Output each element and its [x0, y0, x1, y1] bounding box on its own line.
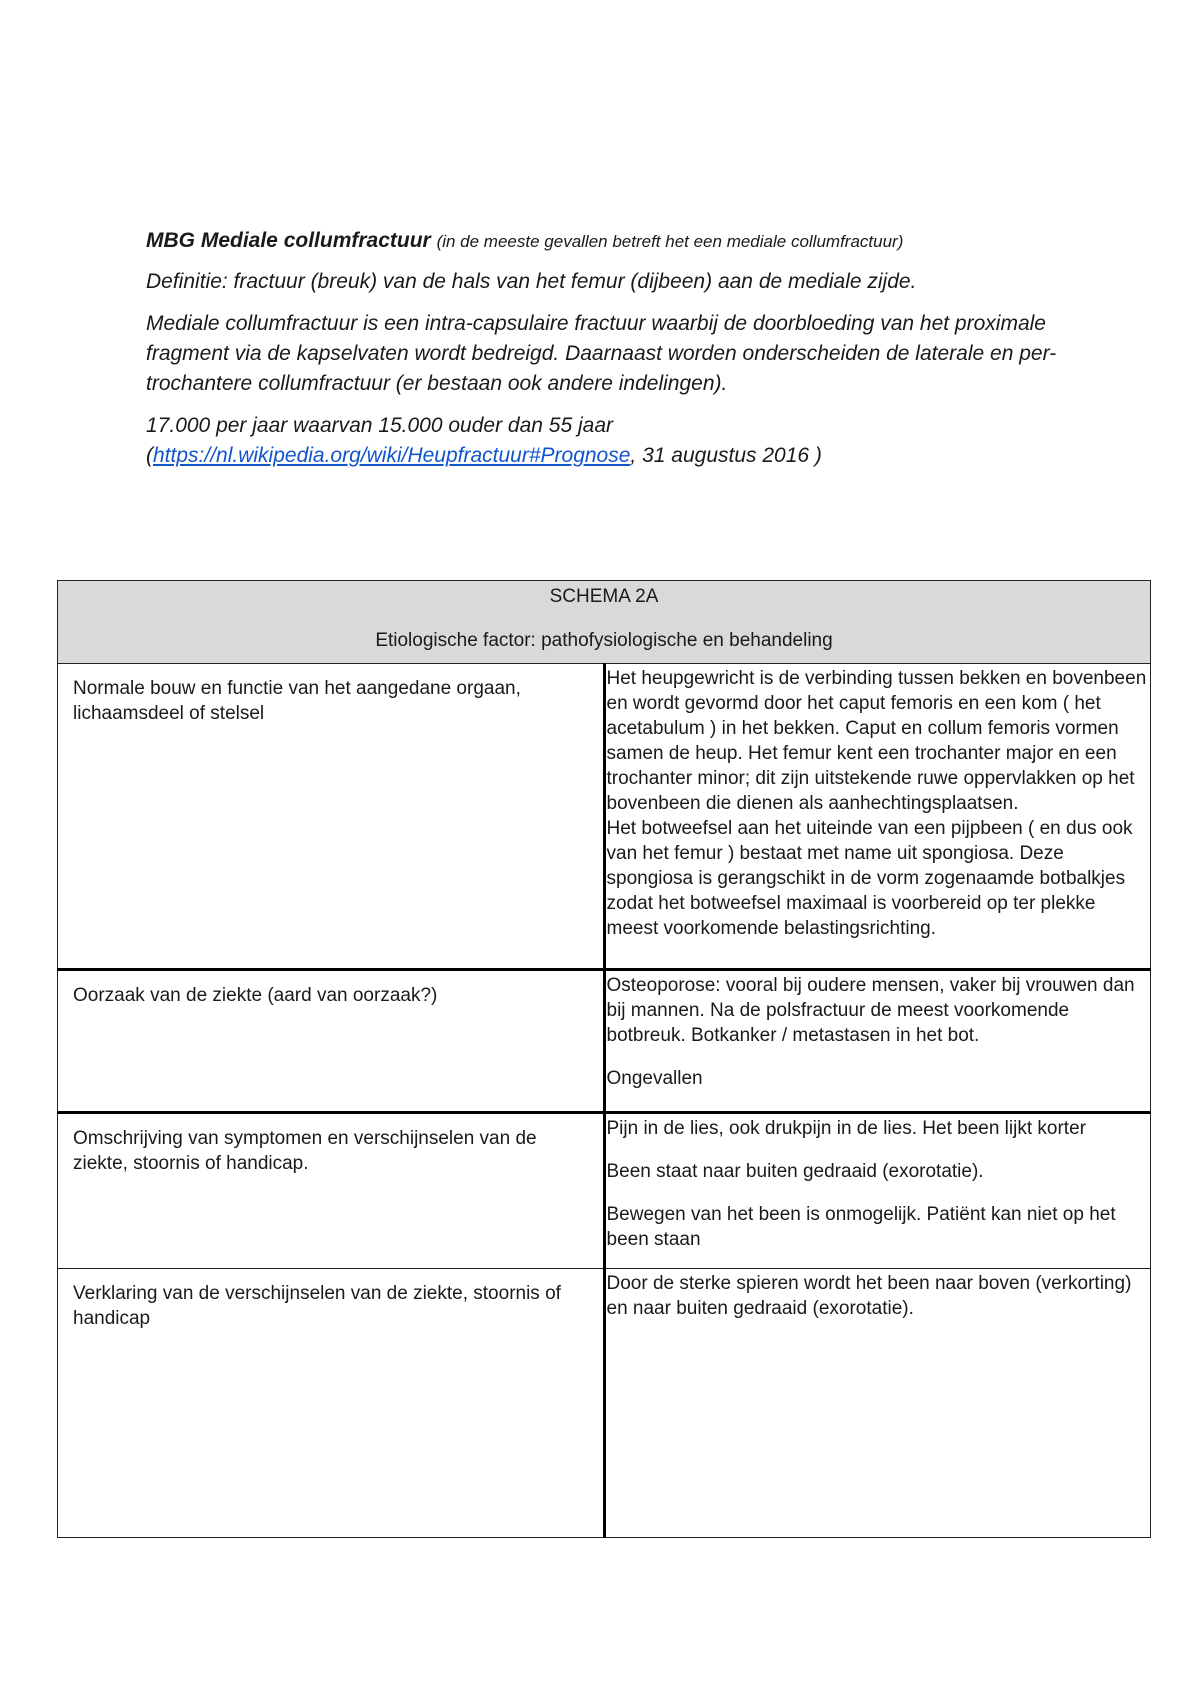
table-row: [58, 1113, 1151, 1269]
row-content-verklaring: [604, 1269, 1151, 1538]
title-note: (in de meeste gevallen betreft het een mediale collumfractuur): [436, 232, 904, 251]
schema-table: [57, 580, 1151, 1538]
source-rest: , 31 augustus 2016 ): [630, 444, 822, 467]
content-paragraph: Het botweefsel aan het uiteinde van een pijpbeen ( en dus ook van het femur ) bestaat met name uit spongiosa. Deze spongiosa is gerangschikt in de vorm zogenaamde botbalkjes zodat het botweefsel maximaal is voorbereid op ter plekke meest voorkomende belastingsrichting.: [606, 818, 1133, 939]
row-content-oorzaak: [604, 970, 1151, 1113]
row-content-symptomen: [604, 1113, 1151, 1269]
title-bold: MBG Mediale collumfractuur: [146, 229, 431, 252]
intro-section: [146, 226, 1086, 471]
source-citation: [146, 441, 1086, 471]
source-open: (: [146, 444, 153, 467]
content-paragraph: Been staat naar buiten gedraaid (exorotatie).: [606, 1161, 984, 1182]
table-row: [58, 1269, 1151, 1538]
content-paragraph: Bewegen van het been is onmogelijk. Patiënt kan niet op het been staan: [606, 1204, 1116, 1250]
content-paragraph: Ongevallen: [606, 1068, 703, 1089]
row-label-verklaring: Verklaring van de verschijnselen van de ziekte, stoornis of handicap: [58, 1269, 605, 1538]
content-paragraph: Door de sterke spieren wordt het been naar boven (verkorting) en naar buiten gedraaid (exorotatie).: [606, 1273, 1132, 1319]
content-paragraph: Osteoporose: vooral bij oudere mensen, vaker bij vrouwen dan bij mannen. Na de polsfractuur de meest voorkomende botbreuk. Botkanker / metastasen in het bot.: [606, 975, 1135, 1046]
schema-subtitle: Etiologische factor: pathofysiologische en behandeling: [375, 630, 833, 651]
document-title: [146, 226, 1086, 257]
row-label-symptomen: Omschrijving van symptomen en verschijnselen van de ziekte, stoornis of handicap.: [58, 1113, 605, 1269]
table-row: [58, 664, 1151, 970]
content-paragraph: Pijn in de lies, ook drukpijn in de lies. Het been lijkt korter: [606, 1118, 1086, 1139]
row-content-normale-bouw: [604, 664, 1151, 970]
schema-header-row: [58, 581, 1151, 664]
schema-title: SCHEMA 2A: [549, 586, 659, 607]
source-link[interactable]: https://nl.wikipedia.org/wiki/Heupfractuur#Prognose: [153, 444, 631, 467]
row-label-normale-bouw: Normale bouw en functie van het aangedane orgaan, lichaamsdeel of stelsel: [58, 664, 605, 970]
statistics-text: 17.000 per jaar waarvan 15.000 ouder dan 55 jaar: [146, 414, 614, 437]
description-text: Mediale collumfractuur is een intra-capsulaire fractuur waarbij de doorbloeding van het proximale fragment via de kapselvaten wordt bedreigd. Daarnaast worden onderscheiden de laterale en per-trochantere collumfractuur (er bestaan ook andere indelingen).: [146, 312, 1057, 395]
schema-header: [58, 581, 1151, 664]
row-label-oorzaak: Oorzaak van de ziekte (aard van oorzaak?): [58, 970, 605, 1113]
table-row: [58, 970, 1151, 1113]
content-paragraph: Het heupgewricht is de verbinding tussen bekken en bovenbeen en wordt gevormd door het caput femoris en een kom ( het acetabulum ) in het bekken. Caput en collum femoris vormen samen de heup. Het femur kent een trochanter major en een trochanter minor; dit zijn uitstekende ruwe oppervlakken op het bovenbeen die dienen als aanhechtingsplaatsen.: [606, 668, 1147, 814]
definition-text: Definitie: fractuur (breuk) van de hals van het femur (dijbeen) aan de mediale zijde.: [146, 270, 917, 293]
